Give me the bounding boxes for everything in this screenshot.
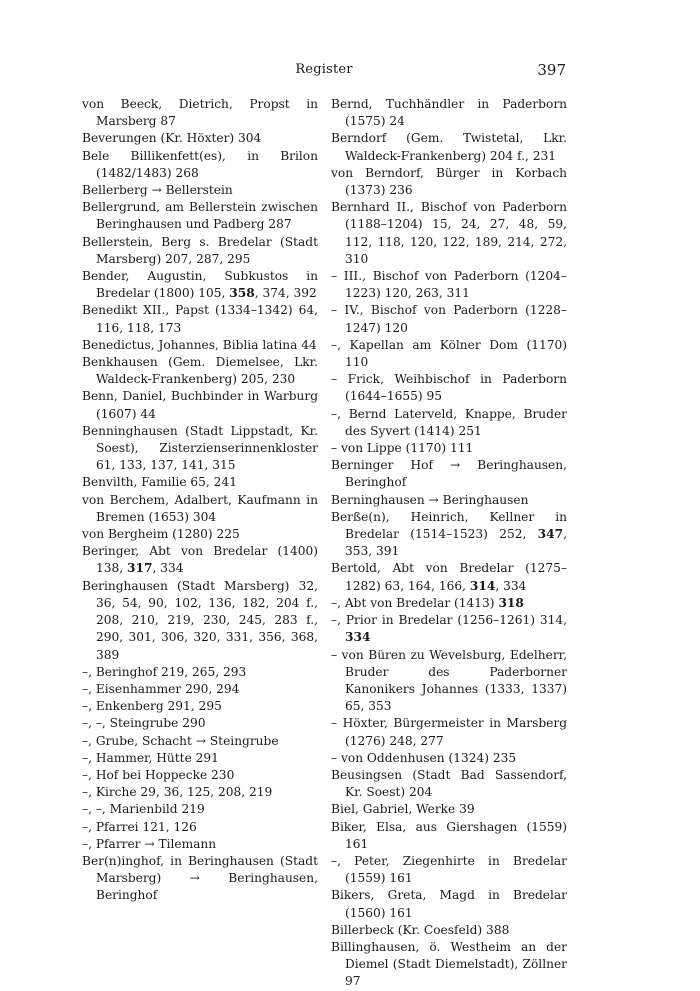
- index-entry: [82, 337, 318, 354]
- entry-text: Beverungen (Kr. Höxter) 304: [82, 131, 262, 146]
- running-title: Register: [295, 62, 353, 77]
- index-entry: [82, 767, 318, 784]
- index-entry: [331, 130, 567, 164]
- index-entry: [82, 268, 318, 302]
- index-entry: [82, 819, 318, 836]
- index-entry: [82, 750, 318, 767]
- entry-text: – III., Bischof von Paderborn (1204–1223) 120, 263, 311: [331, 269, 567, 301]
- index-entry: [82, 302, 318, 336]
- index-entry: [331, 939, 567, 991]
- entry-text: von Berchem, Adalbert, Kaufmann in Bremen (1653) 304: [82, 492, 318, 524]
- index-entry: [331, 199, 567, 268]
- index-entry: [331, 612, 567, 646]
- entry-text: –, Kapellan am Kölner Dom (1170) 110: [331, 337, 567, 370]
- entry-text: Biker, Elsa, aus Giershagen (1559) 161: [331, 819, 567, 851]
- entry-text: Benninghausen (Stadt Lippstadt, Kr. Soest), Zisterzienserinnenkloster 61, 133, 137, 141, 315: [82, 423, 318, 473]
- bold-page-reference: 358: [229, 286, 255, 301]
- index-entry: [331, 595, 567, 612]
- bold-page-reference: 314: [469, 578, 496, 593]
- index-entry: [82, 474, 318, 491]
- entry-text: Berndorf (Gem. Twistetal, Lkr. Waldeck-Frankenberg) 204 f., 231: [331, 131, 567, 163]
- entry-text: Berße(n), Heinrich, Kellner in Bredelar (1514–1523) 252,: [331, 509, 567, 542]
- index-entry: [331, 268, 567, 302]
- entry-text: –, Grube, Schacht → Steingrube: [82, 733, 279, 748]
- bold-page-reference: 334: [345, 630, 371, 645]
- index-entry: [331, 819, 567, 853]
- index-entry: [331, 767, 567, 801]
- entry-text: – Höxter, Bürgermeister in Marsberg (1276) 248, 277: [331, 716, 567, 748]
- index-entry: [82, 715, 318, 732]
- entry-text: Bellerstein, Berg s. Bredelar (Stadt Marsberg) 207, 287, 295: [82, 234, 318, 266]
- entry-text: Billerbeck (Kr. Coesfeld) 388: [331, 922, 510, 937]
- entry-text: – IV., Bischof von Paderborn (1228–1247) 120: [331, 303, 567, 335]
- entry-text: Beringhausen (Stadt Marsberg) 32, 36, 54, 90, 102, 136, 182, 204 f., 208, 210, 219, 230, 245, 283 f., 290, 301, 306, 320, 331, 356, 368, 389: [82, 578, 318, 662]
- entry-text: – von Büren zu Wevelsburg, Edelherr, Bruder des Paderborner Kanonikers Johannes (1333, 1337) 65, 353: [331, 647, 567, 714]
- index-entry: [331, 406, 567, 440]
- index-column-left: [82, 96, 318, 905]
- entry-text: Benkhausen (Gem. Diemelsee, Lkr. Waldeck-Frankenberg) 205, 230: [82, 355, 318, 387]
- entry-text: , 334: [152, 561, 184, 576]
- entry-text: – von Lippe (1170) 111: [331, 441, 474, 456]
- index-entry: [82, 388, 318, 422]
- index-entry: [331, 887, 567, 921]
- index-entry: [82, 784, 318, 801]
- entry-text: , 353, 391: [345, 527, 567, 559]
- index-entry: [82, 130, 318, 147]
- entry-text: –, Eisenhammer 290, 294: [82, 681, 240, 696]
- index-entry: [82, 526, 318, 543]
- index-entry: [82, 423, 318, 475]
- entry-text: Benedictus, Johannes, Biblia latina 44: [82, 337, 317, 352]
- index-entry: [331, 96, 567, 130]
- entry-text: –, Peter, Ziegenhirte in Bredelar (1559) 161: [331, 853, 567, 886]
- entry-text: Bernd, Tuchhändler in Paderborn (1575) 24: [331, 97, 567, 129]
- entry-text: von Bergheim (1280) 225: [82, 527, 240, 542]
- index-entry: [82, 801, 318, 818]
- entry-text: Berninghausen → Beringhausen: [331, 492, 529, 507]
- entry-text: –, –, Steingrube 290: [82, 716, 206, 731]
- entry-text: –, –, Marienbild 219: [82, 802, 205, 817]
- entry-text: Bikers, Greta, Magd in Bredelar (1560) 161: [331, 888, 567, 920]
- index-entry: [331, 647, 567, 716]
- index-entry: [331, 165, 567, 199]
- index-entry: [331, 560, 567, 594]
- bold-page-reference: 317: [127, 561, 153, 576]
- index-entry: [331, 457, 567, 491]
- entry-text: –, Prior in Bredelar (1256–1261) 314,: [331, 613, 567, 628]
- page-number: 397: [537, 61, 566, 79]
- index-entry: [331, 492, 567, 509]
- index-entry: [82, 182, 318, 199]
- entry-text: Bellergrund, am Bellerstein zwischen Beringhausen und Padberg 287: [82, 200, 318, 232]
- index-entry: [82, 354, 318, 388]
- entry-text: Bellerberg → Bellerstein: [82, 183, 233, 198]
- index-entry: [82, 148, 318, 182]
- entry-text: Beringer, Abt von Bredelar (1400) 138,: [82, 544, 318, 576]
- index-entry: [331, 337, 567, 371]
- entry-text: Berninger Hof → Beringhausen, Beringhof: [331, 458, 567, 490]
- entry-text: Bender, Augustin, Subkustos in Bredelar (1800) 105,: [82, 269, 318, 301]
- index-entry: [82, 698, 318, 715]
- index-entry: [82, 733, 318, 750]
- index-entry: [82, 578, 318, 664]
- entry-text: , 334: [495, 578, 527, 593]
- entry-text: Billinghausen, ö. Westheim an der Diemel (Stadt Diemelstadt), Zöllner 97: [331, 939, 567, 989]
- index-entry: [82, 543, 318, 577]
- index-entry: [82, 199, 318, 233]
- index-entry: [331, 853, 567, 887]
- running-header: [82, 62, 566, 82]
- index-entry: [82, 681, 318, 698]
- index-entry: [331, 371, 567, 405]
- index-entry: [82, 664, 318, 681]
- index-entry: [82, 492, 318, 526]
- entry-text: Bele Billikenfett(es), in Brilon (1482/1483) 268: [82, 148, 318, 180]
- entry-text: –, Bernd Laterveld, Knappe, Bruder des Syvert (1414) 251: [331, 406, 567, 438]
- entry-text: –, Kirche 29, 36, 125, 208, 219: [82, 785, 273, 800]
- entry-text: Biel, Gabriel, Werke 39: [331, 802, 475, 817]
- entry-text: Bertold, Abt von Bredelar (1275–1282) 63, 164, 166,: [331, 561, 567, 593]
- index-entry: [331, 440, 567, 457]
- index-entry: [331, 801, 567, 818]
- index-entry: [82, 836, 318, 853]
- entry-text: –, Pfarrei 121, 126: [82, 819, 197, 834]
- index-entry: [331, 302, 567, 336]
- bold-page-reference: 318: [498, 595, 524, 610]
- bold-page-reference: 347: [537, 527, 564, 542]
- index-entry: [82, 234, 318, 268]
- entry-text: –, Pfarrer → Tilemann: [82, 836, 217, 851]
- entry-text: –, Hammer, Hütte 291: [82, 750, 219, 765]
- index-entry: [331, 715, 567, 749]
- entry-text: – von Oddenhusen (1324) 235: [331, 750, 517, 765]
- entry-text: Bernhard II., Bischof von Paderborn (1188–1204) 15, 24, 27, 48, 59, 112, 118, 120, 122, 189, 214, 272, 310: [331, 200, 567, 266]
- entry-text: –, Abt von Bredelar (1413): [331, 595, 499, 610]
- index-entry: [82, 853, 318, 905]
- entry-text: – Frick, Weihbischof in Paderborn (1644–1655) 95: [331, 372, 567, 404]
- index-entry: [331, 509, 567, 561]
- entry-text: von Berndorf, Bürger in Korbach (1373) 236: [331, 165, 567, 198]
- entry-text: Ber(n)inghof, in Beringhausen (Stadt Marsberg) → Beringhausen, Beringhof: [82, 853, 318, 903]
- entry-text: Beusingsen (Stadt Bad Sassendorf, Kr. Soest) 204: [331, 767, 567, 800]
- index-column-right: [331, 96, 567, 991]
- index-entry: [331, 750, 567, 767]
- entry-text: Benedikt XII., Papst (1334–1342) 64, 116, 118, 173: [82, 303, 318, 335]
- entry-text: , 374, 392: [254, 286, 317, 301]
- index-entry: [82, 96, 318, 130]
- entry-text: von Beeck, Dietrich, Propst in Marsberg 87: [82, 97, 318, 129]
- entry-text: –, Beringhof 219, 265, 293: [82, 664, 247, 679]
- entry-text: Benn, Daniel, Buchbinder in Warburg (1607) 44: [82, 389, 318, 421]
- index-entry: [331, 922, 567, 939]
- entry-text: –, Enkenberg 291, 295: [82, 699, 222, 714]
- entry-text: Benvilth, Familie 65, 241: [82, 475, 237, 490]
- entry-text: –, Hof bei Hoppecke 230: [82, 767, 235, 782]
